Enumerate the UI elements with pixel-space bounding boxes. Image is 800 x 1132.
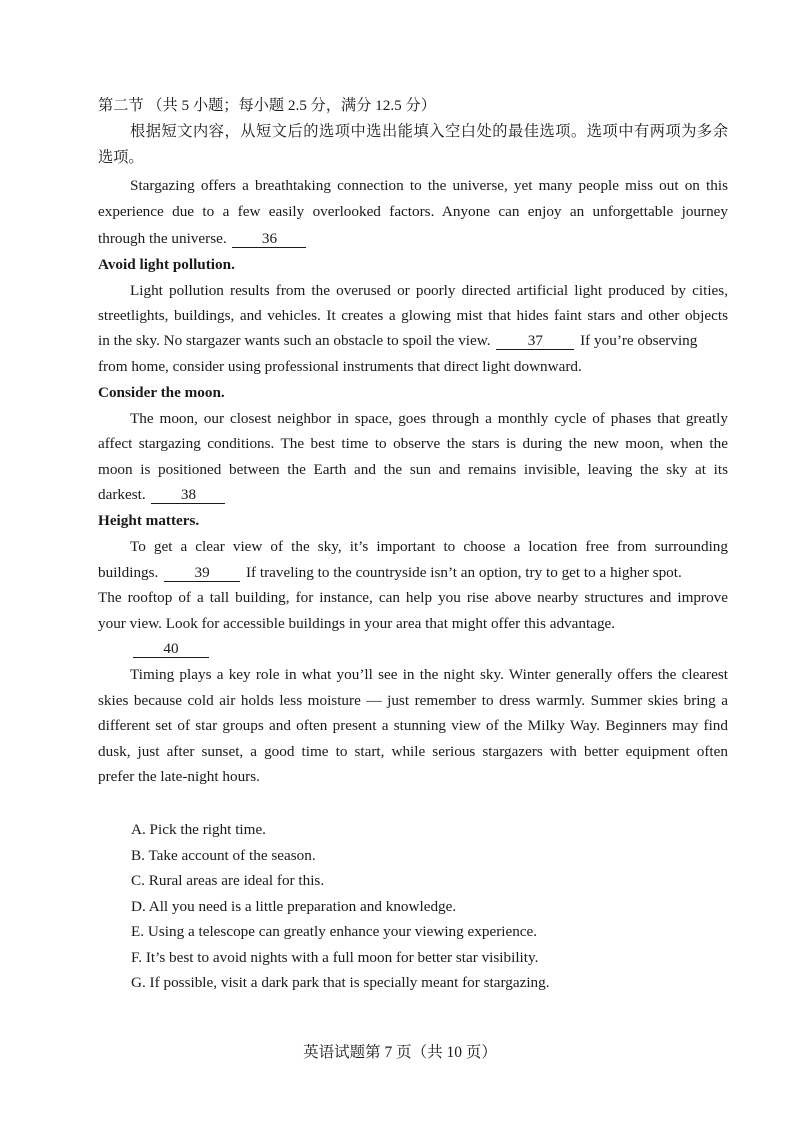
option-f: F. It’s best to avoid nights with a full moon for better star visibility.: [131, 949, 539, 966]
paragraph-2-line-4: from home, consider using professional instruments that direct light downward.: [98, 358, 582, 375]
paragraph-3-line-2: affect stargazing conditions. The best time to observe the stars is during the new moon, when the: [98, 435, 728, 452]
instruction-line-1: 根据短文内容，从短文后的选项中选出能填入空白处的最佳选项。选项中有两项为多余: [130, 123, 728, 140]
paragraph-3-text: darkest.: [98, 486, 146, 503]
paragraph-4-line-3: The rooftop of a tall building, for instance, can help you rise above nearby structures and improve: [98, 589, 728, 606]
answer-blank-37: 37: [496, 333, 574, 350]
answer-blank-40: 40: [133, 641, 209, 658]
paragraph-1-line-2: experience due to a few easily overlooked factors. Anyone can enjoy an unforgettable journey: [98, 203, 728, 220]
paragraph-5-line-5: prefer the late-night hours.: [98, 768, 260, 785]
paragraph-5-line-2: skies because cold air holds less moisture — just remember to dress warmly. Summer skies bring a: [98, 692, 728, 709]
section-title: 第二节 （共 5 小题；每小题 2.5 分，满分 12.5 分）: [98, 97, 436, 114]
paragraph-5-blank-line: [131, 639, 761, 659]
paragraph-1-line-3: [98, 229, 728, 249]
heading-consider-the-moon: Consider the moon.: [98, 384, 225, 401]
option-c: C. Rural areas are ideal for this.: [131, 872, 325, 889]
paragraph-4-line-2: [98, 563, 728, 583]
paragraph-2-line-1: Light pollution results from the overused or poorly directed artificial light produced by cities,: [130, 282, 728, 299]
answer-blank-39: 39: [164, 565, 240, 582]
paragraph-4-line-4: your view. Look for accessible buildings in your area that might offer this advantage.: [98, 615, 616, 632]
paragraph-4-line-1: To get a clear view of the sky, it’s important to choose a location free from surrounding: [130, 538, 728, 555]
option-b: B. Take account of the season.: [131, 847, 316, 864]
option-a: A. Pick the right time.: [131, 821, 266, 838]
paragraph-2-line-2: streetlights, buildings, and vehicles. It creates a glowing mist that hides faint stars and other objects: [98, 307, 728, 324]
paragraph-2-line-3: [98, 331, 728, 351]
paragraph-1-line-1: Stargazing offers a breathtaking connection to the universe, yet many people miss out on this: [130, 177, 728, 194]
paragraph-2-text-b: If you’re observing: [580, 332, 698, 349]
paragraph-5-line-1: Timing plays a key role in what you’ll see in the night sky. Winter generally offers the clearest: [130, 666, 728, 683]
answer-blank-36: 36: [232, 231, 306, 248]
option-g: G. If possible, visit a dark park that is specially meant for stargazing.: [131, 974, 550, 991]
page-footer: 英语试题第 7 页（共 10 页）: [303, 1044, 497, 1061]
paragraph-4-text-b: If traveling to the countryside isn’t an option, try to get to a higher spot.: [245, 564, 682, 581]
paragraph-1-text: through the universe.: [98, 230, 227, 247]
paragraph-3-line-3: moon is positioned between the Earth and the sun and remains invisible, leaving the sky at its: [98, 461, 728, 478]
option-d: D. All you need is a little preparation and knowledge.: [131, 898, 457, 915]
paragraph-5-line-3: different set of star groups and often present a stunning view of the Milky Way. Beginners may find: [98, 717, 728, 734]
paragraph-3-line-4: [98, 485, 728, 505]
option-e: E. Using a telescope can greatly enhance your viewing experience.: [131, 923, 538, 940]
paragraph-4-text-a: buildings.: [98, 564, 159, 581]
paragraph-2-text-a: in the sky. No stargazer wants such an obstacle to spoil the view.: [98, 332, 491, 349]
paragraph-3-line-1: The moon, our closest neighbor in space, goes through a monthly cycle of phases that greatly: [130, 410, 728, 427]
answer-blank-38: 38: [151, 487, 225, 504]
paragraph-5-line-4: dusk, just after sunset, a good time to start, while serious stargazers with better equipment often: [98, 743, 728, 760]
heading-avoid-light-pollution: Avoid light pollution.: [98, 256, 235, 273]
instruction-line-2: 选项。: [98, 149, 144, 166]
heading-height-matters: Height matters.: [98, 512, 200, 529]
